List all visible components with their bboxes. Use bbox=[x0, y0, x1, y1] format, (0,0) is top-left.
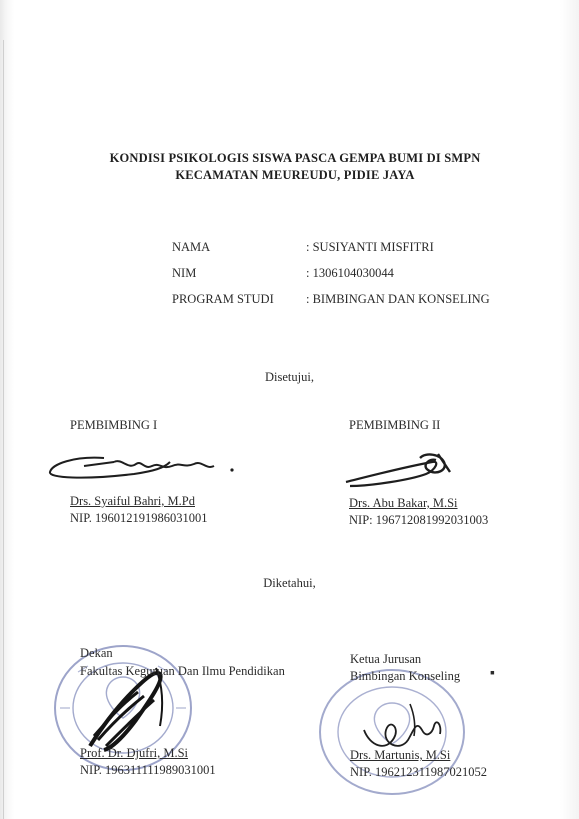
supervisor1-role: PEMBIMBING I bbox=[70, 418, 158, 432]
title-line-1: KONDISI PSIKOLOGIS SISWA PASCA GEMPA BUMI DI SMPN bbox=[109, 151, 481, 165]
head-department: Bimbingan Konseling bbox=[350, 669, 461, 683]
head-nip: NIP. 196212311987021052 bbox=[350, 765, 488, 779]
field-value: : SUSIYANTI MISFITRI bbox=[306, 240, 434, 254]
approved-label: Disetujui, bbox=[265, 370, 314, 384]
field-label: NAMA bbox=[172, 240, 211, 254]
page-edge bbox=[3, 40, 4, 819]
field-label: PROGRAM STUDI bbox=[172, 292, 274, 306]
title-line-2: KECAMATAN MEUREUDU, PIDIE JAYA bbox=[175, 168, 415, 182]
dean-faculty: Fakultas Keguruan Dan Ilmu Pendidikan bbox=[80, 664, 285, 678]
field-label: NIM bbox=[172, 266, 197, 280]
supervisor2-nip: NIP: 196712081992031003 bbox=[349, 513, 489, 527]
supervisor1-name: Drs. Syaiful Bahri, M.Pd bbox=[70, 494, 195, 508]
field-value: : BIMBINGAN DAN KONSELING bbox=[306, 292, 490, 306]
dean-nip: NIP. 196311111989031001 bbox=[80, 763, 216, 777]
dot-mark-icon: ▪ bbox=[490, 666, 495, 681]
supervisor2-role: PEMBIMBING II bbox=[349, 418, 441, 432]
head-title: Ketua Jurusan bbox=[350, 652, 422, 666]
dean-name: Prof. Dr. Djufri, M.Si bbox=[80, 746, 188, 760]
head-name: Drs. Martunis, M.Si bbox=[350, 748, 451, 762]
acknowledged-label: Diketahui, bbox=[263, 576, 316, 590]
supervisor1-nip: NIP. 196012191986031001 bbox=[70, 511, 208, 525]
dean-title: Dekan bbox=[80, 646, 113, 660]
field-value: : 1306104030044 bbox=[306, 266, 394, 280]
document-title bbox=[60, 150, 530, 184]
supervisor2-signature bbox=[340, 448, 460, 494]
supervisor1-signature bbox=[44, 440, 244, 490]
supervisor2-name: Drs. Abu Bakar, M.Si bbox=[349, 496, 458, 510]
